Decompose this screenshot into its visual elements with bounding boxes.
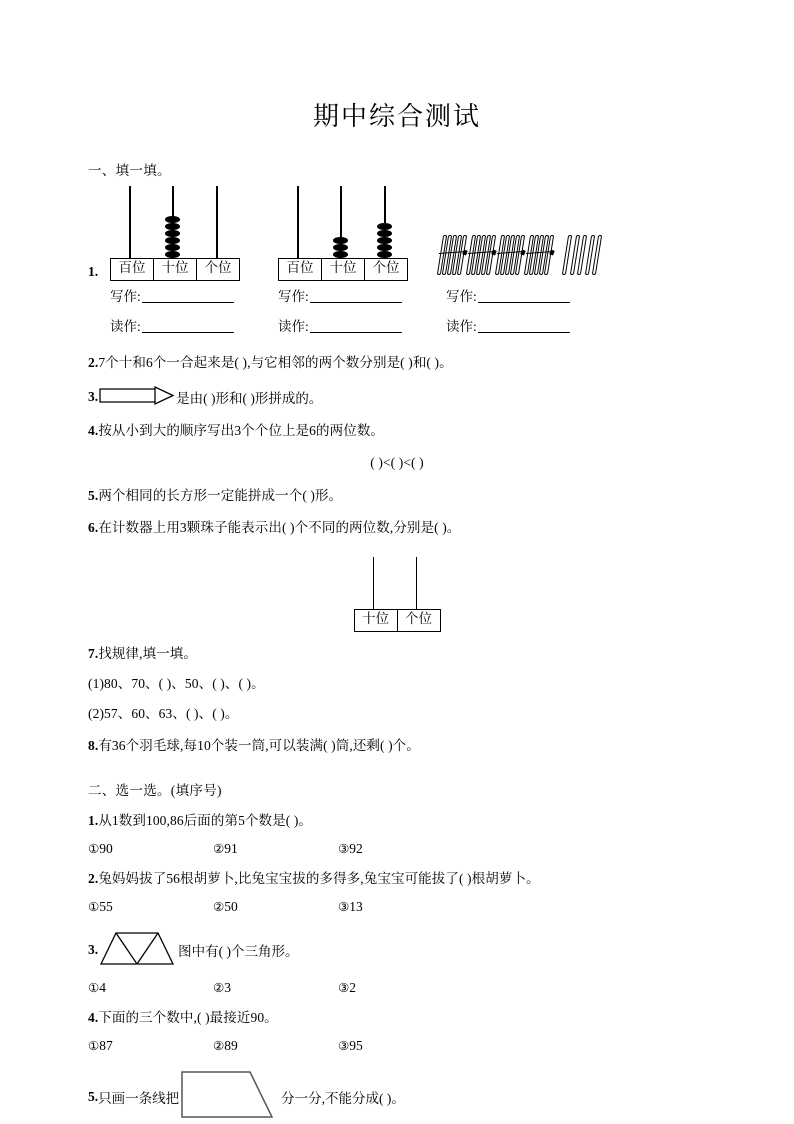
page-title: 期中综合测试 [312, 102, 481, 132]
abacus-rod-ones [416, 557, 418, 609]
problem-6-number: 6. [88, 520, 99, 536]
option-1[interactable] [88, 1038, 213, 1054]
section-heading-multiple-choice: 二、选一选。(填序号) [88, 783, 222, 799]
option-marker: ③ [338, 979, 350, 995]
problem-5 [88, 485, 706, 507]
place-cell-ones: 个位 [398, 610, 441, 631]
choice-4-options [88, 1038, 706, 1054]
option-label: 87 [99, 1037, 113, 1053]
option-2[interactable] [213, 841, 338, 857]
problem-1-number: 1. [88, 264, 99, 279]
write-label: 写作: [110, 289, 141, 304]
choice-problem-4 [88, 1007, 706, 1029]
place-value-bar [278, 258, 408, 281]
place-cell-ones: 个位 [197, 259, 240, 280]
choice-problem-3 [88, 929, 706, 971]
stick-bundle [498, 235, 524, 275]
read-field-3[interactable] [446, 315, 570, 335]
place-cell-tens: 十位 [154, 259, 197, 280]
write-field-2[interactable] [278, 285, 402, 305]
read-label: 读作: [446, 319, 477, 334]
option-label: 91 [224, 841, 238, 857]
abacus-beads-ones [376, 223, 392, 258]
counting-sticks-figure [440, 235, 603, 275]
option-2[interactable] [213, 1038, 338, 1054]
section-heading-fill-in: 一、填一填。 [88, 163, 171, 178]
read-label: 读作: [110, 319, 141, 334]
problem-4-text: 按从小到大的顺序写出3个个位上是6的两位数。 [98, 422, 385, 438]
option-label: 4 [99, 979, 106, 995]
problem-3-number: 3. [88, 389, 99, 405]
choice-2-number: 2. [88, 871, 99, 887]
write-label-row [88, 285, 706, 311]
arrow-pentagon-icon [99, 386, 175, 409]
problem-3 [88, 386, 706, 409]
write-blank[interactable] [478, 289, 570, 303]
problem-2 [88, 352, 706, 374]
choice-1-text: 从1数到100,86后面的第5个数是( )。 [98, 813, 313, 829]
problem-7-number: 7. [88, 645, 99, 661]
problem-8-text: 有36个羽毛球,每10个装一筒,可以装满( )筒,还剩( )个。 [98, 738, 420, 754]
option-label: 55 [99, 898, 113, 914]
option-label: 2 [349, 979, 356, 995]
choice-problem-2 [88, 868, 706, 890]
choice-5-number: 5. [88, 1088, 99, 1104]
option-label: 89 [224, 1037, 238, 1053]
choice-2-options [88, 899, 706, 915]
problem-8 [88, 735, 706, 757]
option-marker: ① [88, 841, 100, 857]
write-blank[interactable] [142, 289, 234, 303]
abacus-rod-tens [373, 557, 375, 609]
read-label: 读作: [278, 319, 309, 334]
write-field-3[interactable] [446, 285, 570, 305]
option-marker: ③ [338, 898, 350, 914]
trapezoid-triangles-icon [99, 929, 177, 971]
place-cell-tens: 十位 [355, 610, 398, 631]
problem-3-text: 是由( )形和( )形拼成的。 [176, 391, 323, 407]
problem-4-number: 4. [88, 422, 99, 438]
problem-7 [88, 643, 706, 665]
problem-7-sub-1[interactable]: (1)80、70、( )、50、( )、( )。 [88, 675, 265, 691]
choice-4-text: 下面的三个数中,( )最接近90。 [98, 1009, 278, 1025]
option-marker: ③ [338, 1037, 350, 1053]
choice-5-text-before: 只画一条线把 [98, 1090, 180, 1106]
choice-4-number: 4. [88, 1009, 99, 1025]
option-1[interactable] [88, 899, 213, 915]
write-label: 写作: [446, 289, 477, 304]
option-marker: ② [213, 979, 225, 995]
read-blank[interactable] [310, 319, 402, 333]
option-2[interactable] [213, 899, 338, 915]
problem-6-text: 在计数器上用3颗珠子能表示出( )个不同的两位数,分别是( )。 [98, 520, 461, 536]
option-marker: ① [88, 1037, 100, 1053]
option-label: 50 [224, 898, 238, 914]
place-cell-ones: 个位 [365, 259, 408, 280]
place-value-bar [354, 609, 441, 632]
read-blank[interactable] [478, 319, 570, 333]
option-1[interactable] [88, 841, 213, 857]
option-label: 92 [349, 841, 363, 857]
option-marker: ③ [338, 841, 350, 857]
choice-2-text: 兔妈妈拔了56根胡萝卜,比兔宝宝拔的多得多,兔宝宝可能拔了( )根胡萝卜。 [98, 871, 540, 887]
abacus-two-place [354, 557, 441, 632]
abacus-rod-hundreds [297, 186, 299, 258]
option-3[interactable] [338, 841, 463, 857]
option-label: 3 [224, 979, 231, 995]
place-cell-tens: 十位 [322, 259, 365, 280]
problem-4 [88, 420, 706, 442]
choice-problem-1 [88, 810, 706, 832]
right-trapezoid-icon [180, 1070, 280, 1124]
option-label: 13 [349, 898, 363, 914]
option-3[interactable] [338, 899, 463, 915]
option-marker: ① [88, 898, 100, 914]
read-blank[interactable] [142, 319, 234, 333]
problem-2-text: 7个十和6个一合起来是( ),与它相邻的两个数分别是( )和( )。 [98, 355, 453, 370]
choice-3-options [88, 980, 706, 996]
loose-sticks [565, 235, 603, 275]
place-value-bar [110, 258, 240, 281]
place-cell-hundreds: 百位 [111, 259, 154, 280]
write-blank[interactable] [310, 289, 402, 303]
option-3[interactable] [338, 1038, 463, 1054]
read-field-2[interactable] [278, 315, 402, 335]
stick-bundle [469, 235, 495, 275]
option-marker: ② [213, 1037, 225, 1053]
write-label: 写作: [278, 289, 309, 304]
problem-4-answer-line[interactable]: ( )<( )<( ) [370, 454, 424, 470]
abacus-beads-tens [332, 237, 348, 258]
abacus-second [278, 186, 408, 281]
stick-bundle [440, 235, 466, 275]
option-label: 95 [349, 1037, 363, 1053]
option-marker: ② [213, 898, 225, 914]
problem-8-number: 8. [88, 738, 99, 754]
place-cell-hundreds: 百位 [279, 259, 322, 280]
read-label-row [88, 315, 706, 341]
write-field-1[interactable] [110, 285, 234, 305]
problem-5-number: 5. [88, 487, 99, 503]
option-marker: ② [213, 841, 225, 857]
abacus-rod-hundreds [129, 186, 131, 258]
option-label: 90 [99, 841, 113, 857]
choice-5-text-after: 分一分,不能分成( )。 [281, 1090, 405, 1106]
abacus-first [110, 186, 240, 281]
choice-problem-5 [88, 1070, 706, 1124]
problem-7-sub-2[interactable]: (2)57、60、63、( )、( )。 [88, 705, 239, 721]
option-2[interactable] [213, 980, 338, 996]
problem-1-figures [88, 185, 706, 281]
stick-bundle [527, 235, 553, 275]
choice-1-number: 1. [88, 813, 99, 829]
problem-6 [88, 517, 706, 539]
problem-2-number: 2. [88, 355, 99, 370]
choice-1-options [88, 841, 706, 857]
problem-6-figure [88, 557, 706, 632]
choice-3-text: 图中有( )个三角形。 [178, 943, 299, 959]
read-field-1[interactable] [110, 315, 234, 335]
abacus-rod-ones [216, 186, 218, 258]
option-3[interactable] [338, 980, 463, 996]
problem-5-text: 两个相同的长方形一定能拼成一个( )形。 [98, 487, 343, 503]
abacus-beads-tens [164, 216, 180, 258]
problem-7-text: 找规律,填一填。 [98, 645, 198, 661]
option-1[interactable] [88, 980, 213, 996]
option-marker: ① [88, 979, 100, 995]
choice-3-number: 3. [88, 941, 99, 957]
